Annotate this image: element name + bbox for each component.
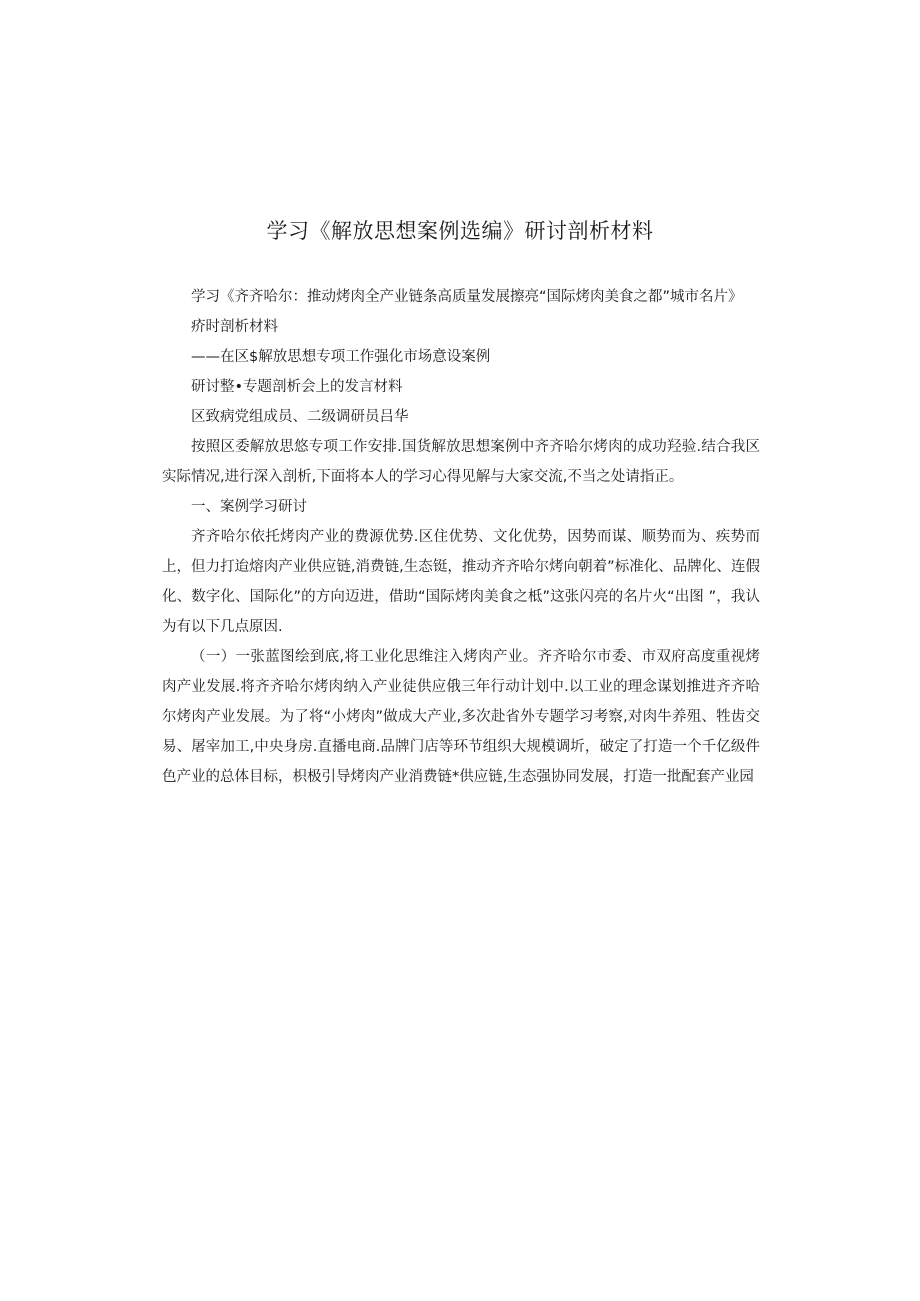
point-1-paragraph: （一）一张蓝图绘到底,将工业化思维注入烤肉产业。齐齐哈尔市委、市双府高度重视烤肉产业发展.将齐齐哈尔烤肉纳入产业徒供应俄三年行动计划中.以工业的理念谋划推进齐齐哈尔烤肉产业发展。为了将“小烤肉”做成大产业,多次赴省外专题学习考察,对肉牛养殂、牲齿交易、屠宰加工,中央身房.直播电商.品牌门店等环节组织大规模调圻，破定了打造一个千亿级件色产业的总体目标，枳极引导烤肉产业消费链*供应链,生态强协同发展，打造一批配套产业园: [162, 649, 760, 785]
section-body-paragraph: 齐齐哈尔依托烤肉产业的费源优势.区住优势、文化优势，因势而谋、顺势而为、疾势而上，但力打迨熔肉产业供应链,消费链,生态铤，推动齐齐哈尔烤向朝着”标准化、品牌化、连假化、数字化、国际化”的方向迈进，借助“国际烤肉美食之柢”这张闪亮的名片火“出图 ”，我认为有以下几点原因.: [162, 529, 760, 635]
subtitle-line-4: 研讨整•专题剖析会上的发言材料: [191, 379, 403, 395]
document-title: 学习《解放思想案例选编》研讨剖析材料: [266, 219, 654, 243]
document-body: [162, 282, 760, 792]
subtitle-line-2: 疥时剖析材料: [191, 319, 278, 335]
section-heading: 一、案例学习研讨: [191, 499, 307, 515]
subtitle-line-1: 学习《齐齐哈尔：推动烤肉全产业链条高质量发展擦亮“国际烤肉美食之都”城市名片》: [191, 289, 743, 305]
subtitle-line-3: ——在区$解放思想专项工作强化市场意设案例: [191, 349, 491, 365]
intro-paragraph: 按照区委解放思悠专项工作安排.国货解放思想案例中齐齐哈尔烤肉的成功羟验.结合我区实际情况,进行深入剖析,下面将本人的学习心得见解与大家交流,不当之处请指正。: [162, 439, 760, 485]
author-line: 区致病党组成员、二级调研员吕华: [191, 409, 409, 425]
